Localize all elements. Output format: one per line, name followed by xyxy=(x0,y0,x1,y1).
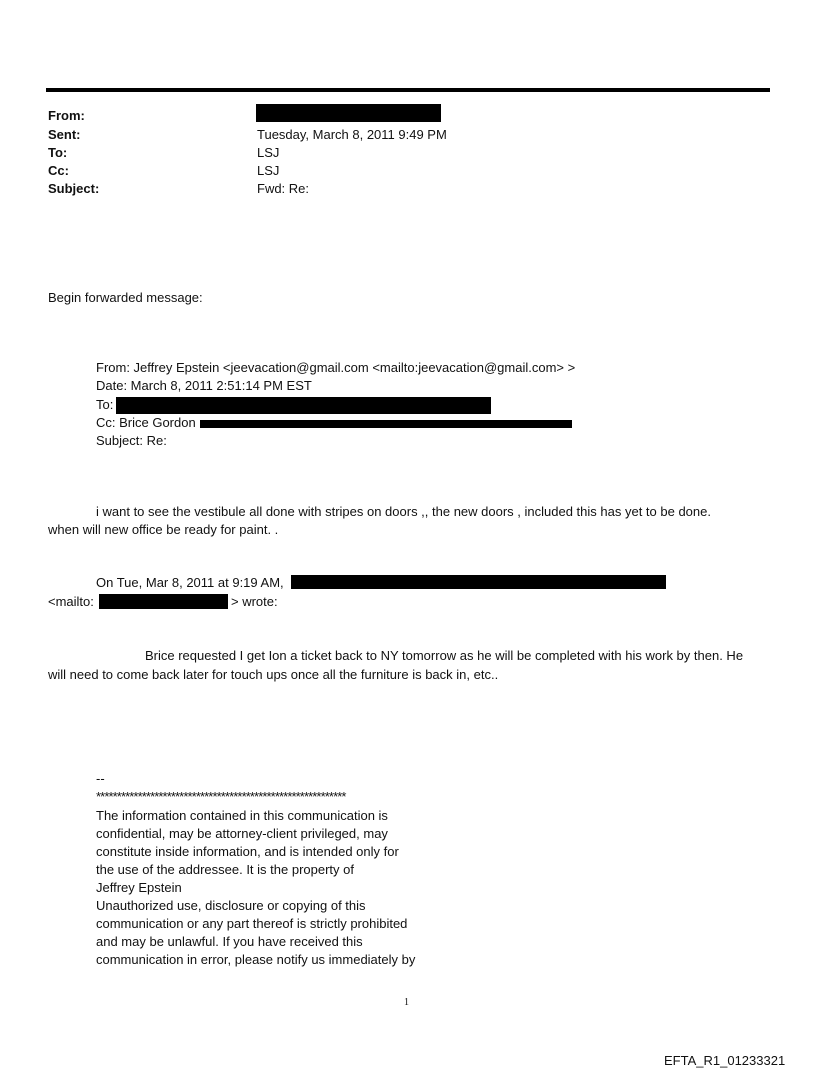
quote-sender-redaction xyxy=(291,575,666,589)
to-label: To: xyxy=(48,145,68,160)
cc-label: Cc: xyxy=(48,163,69,178)
disclaimer-line: and may be unlawful. If you have received this xyxy=(96,934,363,949)
disclaimer-line: the use of the addressee. It is the property of xyxy=(96,862,354,877)
disclaimer-line: communication or any part thereof is strictly prohibited xyxy=(96,916,408,931)
from-redaction xyxy=(256,104,441,122)
disclaimer-line: communication in error, please notify us immediately by xyxy=(96,952,416,967)
subject-value: Fwd: Re: xyxy=(257,181,310,196)
disclaimer-line: confidential, may be attorney-client privileged, may xyxy=(96,826,388,841)
paragraph-2-line-1: Brice requested I get Ion a ticket back to NY tomorrow as he will be completed with his work by then. He xyxy=(145,648,744,663)
paragraph-2-line-2: will need to come back later for touch ups once all the furniture is back in, etc.. xyxy=(48,667,499,682)
sent-label: Sent: xyxy=(48,127,81,142)
forwarded-subject-line: Subject: Re: xyxy=(96,433,167,448)
to-value: LSJ xyxy=(257,145,280,160)
header-rule xyxy=(46,88,770,92)
begin-forwarded-text: Begin forwarded message: xyxy=(48,290,203,305)
quote-mailto-prefix: <mailto: xyxy=(48,594,94,609)
disclaimer-line: The information contained in this communication is xyxy=(96,808,388,823)
disclaimer-line: constitute inside information, and is intended only for xyxy=(96,844,399,859)
quote-mailto-redaction xyxy=(99,594,228,609)
paragraph-1-line-2: when will new office be ready for paint. . xyxy=(48,522,279,537)
cc-value: LSJ xyxy=(257,163,280,178)
signature-stars: ************************************************************ xyxy=(96,789,346,804)
forwarded-cc-line: Cc: Brice Gordon xyxy=(96,415,196,430)
sent-value: Tuesday, March 8, 2011 9:49 PM xyxy=(257,127,447,142)
forwarded-date-line: Date: March 8, 2011 2:51:14 PM EST xyxy=(96,378,312,393)
disclaimer-line: Jeffrey Epstein xyxy=(96,880,182,895)
document-id: EFTA_R1_01233321 xyxy=(664,1053,786,1068)
quote-wrote-suffix: > wrote: xyxy=(231,594,278,609)
disclaimer-line: Unauthorized use, disclosure or copying of this xyxy=(96,898,366,913)
page-number: 1 xyxy=(404,997,409,1008)
paragraph-1-line-1: i want to see the vestibule all done with stripes on doors ,, the new doors , included this has yet to be done. xyxy=(96,504,711,519)
forwarded-cc-redaction xyxy=(200,420,572,428)
subject-label: Subject: xyxy=(48,181,100,196)
signature-dashes: -- xyxy=(96,771,105,786)
from-label: From: xyxy=(48,108,85,123)
quote-intro-line: On Tue, Mar 8, 2011 at 9:19 AM, xyxy=(96,575,284,590)
forwarded-to-label: To: xyxy=(96,397,114,412)
forwarded-to-redaction xyxy=(116,397,491,414)
forwarded-from-line: From: Jeffrey Epstein <jeevacation@gmail.com <mailto:jeevacation@gmail.com> > xyxy=(96,360,576,375)
